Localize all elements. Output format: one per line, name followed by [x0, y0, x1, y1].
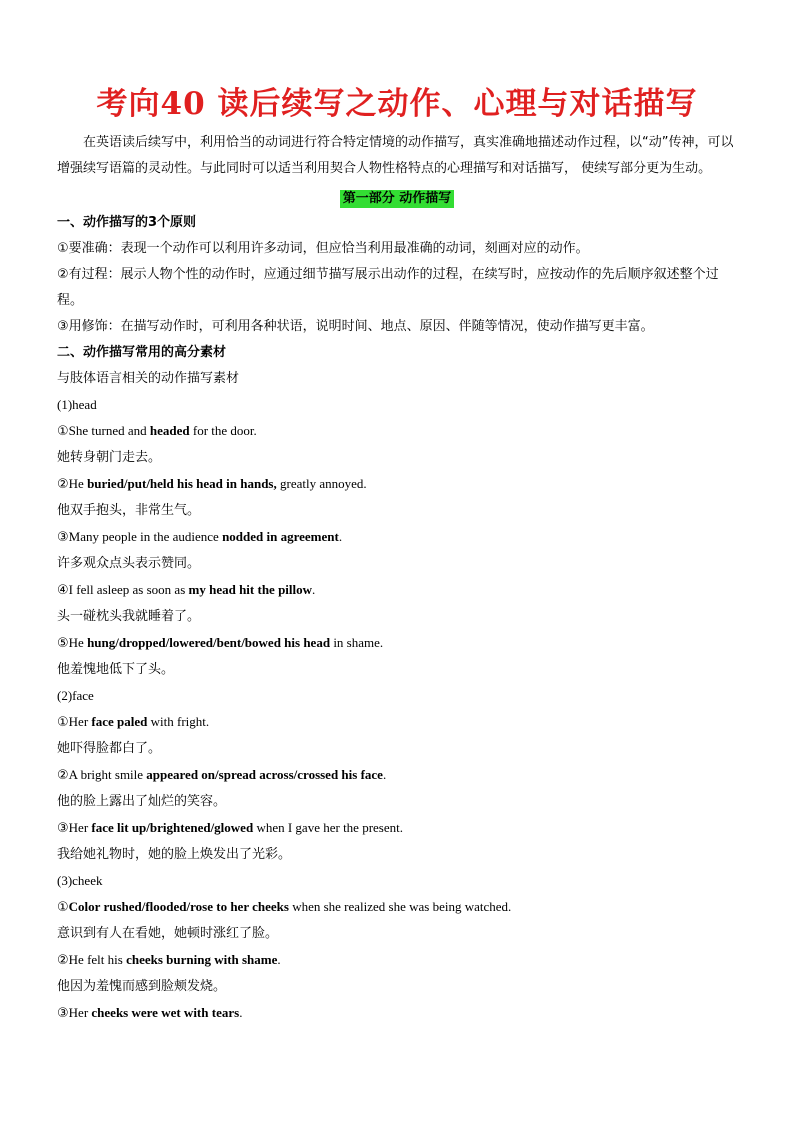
- example-number: ①: [57, 900, 69, 915]
- example-translation: 许多观众点头表示赞同。: [57, 556, 201, 571]
- example-number: ④: [57, 583, 69, 598]
- example-sentence: [57, 577, 737, 604]
- example-key-phrase: hung/dropped/lowered/bent/bowed his head: [87, 635, 331, 650]
- example-text: when she realized she was being watched.: [288, 899, 512, 914]
- example-sentence: [57, 418, 737, 445]
- example-text: A bright smile: [68, 767, 147, 782]
- example-text: Her: [68, 1005, 92, 1020]
- example-translation: 头一碰枕头我就睡着了。: [57, 609, 201, 624]
- example-text: .: [239, 1005, 243, 1020]
- example-key-phrase: my head hit the pillow: [188, 582, 313, 597]
- example-text: I fell asleep as soon as: [68, 582, 189, 597]
- example-number: ⑤: [57, 636, 69, 651]
- example-sentence: [57, 709, 737, 736]
- intro-paragraph: 在英语读后续写中，利用恰当的动词进行符合特定情境的动作描写，真实准确地描述动作过程，以“动”传神，可以增强续写语篇的灵动性。与此同时可以适当利用契合人物性格特点的心理描写和对话描写， 使续写部分更为生动。: [57, 135, 734, 176]
- materials-subheading: 与肢体语言相关的动作描写素材: [57, 371, 240, 386]
- example-text: greatly annoyed.: [276, 476, 367, 491]
- example-text: .: [382, 767, 387, 782]
- example-number: ②: [57, 477, 69, 492]
- example-text: for the door.: [189, 423, 257, 438]
- example-number: ①: [57, 715, 69, 730]
- example-number: ③: [57, 1006, 69, 1021]
- example-text: with fright.: [147, 714, 210, 729]
- principle-3: ③用修饰：在描写动作时，可利用各种状语，说明时间、地点、原因、伴随等情况，使动作描写更丰富。: [57, 319, 654, 334]
- page-title: 考向40 读后续写之动作、心理与对话描写: [96, 86, 698, 122]
- example-text: She turned and: [68, 423, 150, 438]
- example-text: Many people in the audience: [68, 529, 223, 544]
- example-text: when I gave her the present.: [253, 820, 403, 835]
- example-text: .: [312, 582, 316, 597]
- example-text: .: [338, 529, 343, 544]
- example-sentence: [57, 762, 737, 789]
- group-label: (2)face: [57, 688, 94, 703]
- example-key-phrase: Color rushed/flooded/rose to her cheeks: [68, 899, 289, 914]
- group-label: (1)head: [57, 397, 97, 412]
- example-sentence: [57, 524, 737, 551]
- example-text: Her: [68, 820, 92, 835]
- example-text: He felt his: [68, 952, 127, 967]
- example-key-phrase: buried/put/held his head in hands,: [87, 476, 277, 491]
- example-text: in shame.: [330, 635, 384, 650]
- example-sentence: [57, 471, 737, 498]
- example-translation: 我给她礼物时，她的脸上焕发出了光彩。: [57, 847, 292, 862]
- example-sentence: [57, 947, 737, 974]
- materials-heading: 二、动作描写常用的高分素材: [57, 345, 227, 360]
- example-key-phrase: headed: [149, 423, 190, 438]
- example-text: .: [277, 952, 281, 967]
- example-key-phrase: nodded in agreement: [222, 529, 339, 544]
- example-translation: 他羞愧地低下了头。: [57, 662, 175, 677]
- example-sentence: [57, 894, 737, 921]
- example-key-phrase: appeared on/spread across/crossed his face: [146, 767, 383, 782]
- example-sentence: [57, 815, 737, 842]
- example-text: He: [68, 635, 88, 650]
- example-translation: 他因为羞愧而感到脸颊发烧。: [57, 979, 227, 994]
- example-key-phrase: face lit up/brightened/glowed: [91, 820, 254, 835]
- example-text: He: [68, 476, 88, 491]
- example-sentence: [57, 630, 737, 657]
- group-label: (3)cheek: [57, 873, 103, 888]
- example-key-phrase: face paled: [91, 714, 148, 729]
- example-translation: 意识到有人在看她，她顿时涨红了脸。: [57, 926, 279, 941]
- section-badge: 第一部分 动作描写: [340, 190, 455, 208]
- principle-2: ②有过程：展示人物个性的动作时，应通过细节描写展示出动作的过程，在续写时，应按动作的先后顺序叙述整个过程。: [57, 267, 719, 308]
- example-key-phrase: cheeks were wet with tears: [91, 1005, 240, 1020]
- example-translation: 她吓得脸都白了。: [57, 741, 162, 756]
- example-number: ②: [57, 768, 69, 783]
- section-header: [57, 184, 737, 210]
- example-number: ③: [57, 530, 69, 545]
- example-text: Her: [68, 714, 92, 729]
- example-number: ②: [57, 953, 69, 968]
- example-number: ①: [57, 424, 69, 439]
- example-translation: 他双手抱头，非常生气。: [57, 503, 201, 518]
- example-sentence: [57, 1000, 737, 1027]
- principle-1: ①要准确：表现一个动作可以利用许多动词，但应恰当利用最准确的动词，刻画对应的动作。: [57, 241, 589, 256]
- material-groups: [57, 392, 737, 1027]
- principles-heading: 一、动作描写的3个原则: [57, 215, 197, 230]
- example-translation: 他的脸上露出了灿烂的笑容。: [57, 794, 227, 809]
- example-translation: 她转身朝门走去。: [57, 450, 162, 465]
- example-key-phrase: cheeks burning with shame: [126, 952, 278, 967]
- example-number: ③: [57, 821, 69, 836]
